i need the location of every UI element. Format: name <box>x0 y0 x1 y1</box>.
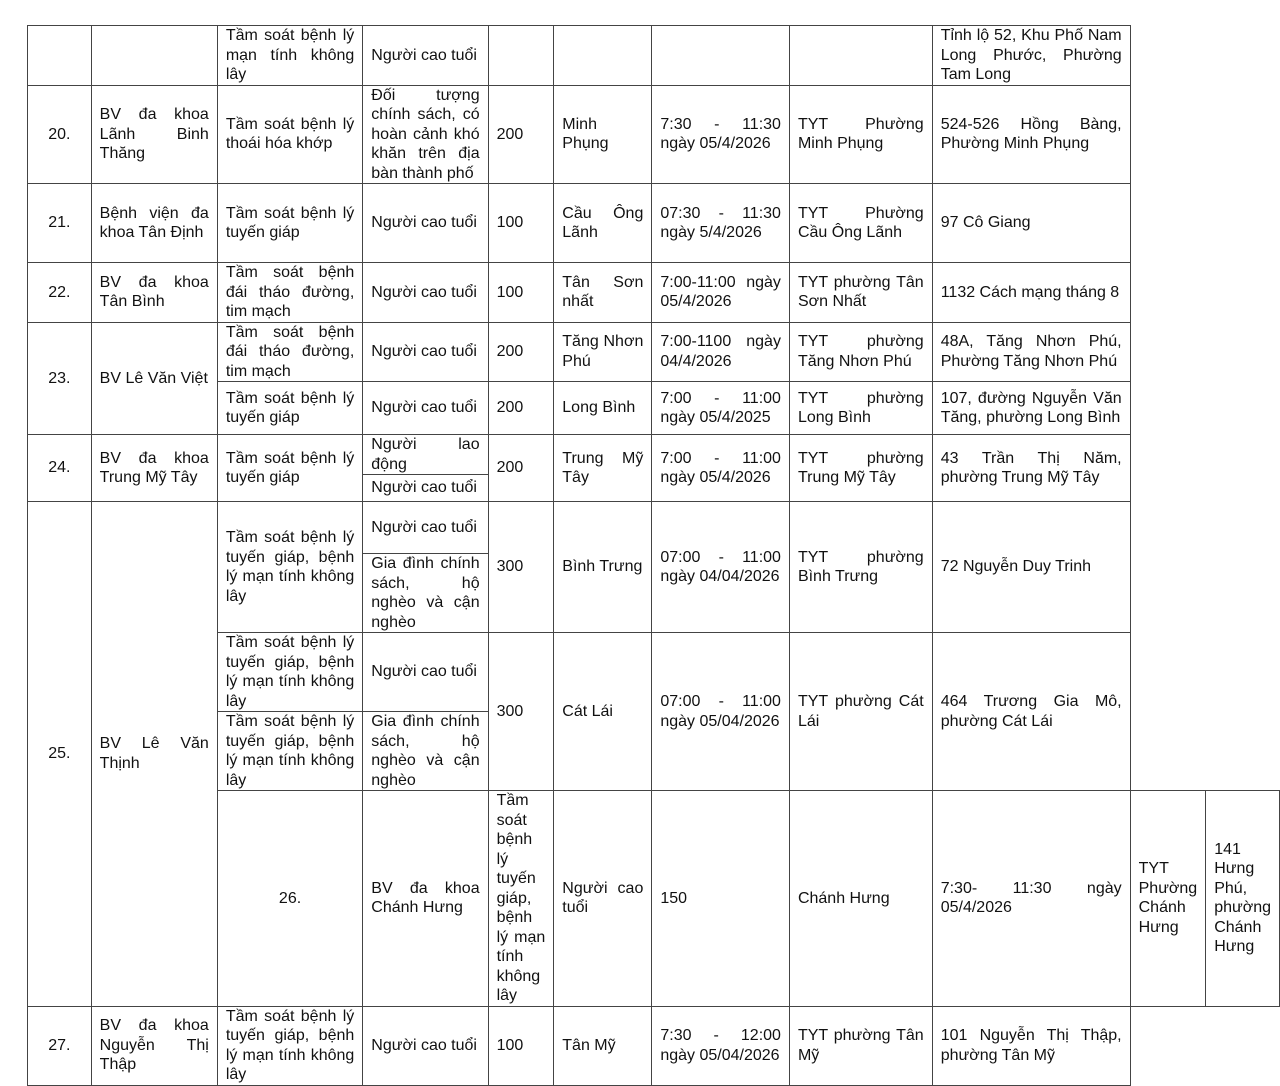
address-cell: 101 Nguyễn Thị Thập, phường Tân Mỹ <box>932 1006 1130 1085</box>
program-cell: Tầm soát bệnh đái tháo đường, tim mạch <box>217 322 362 382</box>
table-row <box>28 184 1280 263</box>
row-number-cell <box>28 26 92 86</box>
target-group-cell: Người cao tuổi <box>363 1006 488 1085</box>
hospital-cell <box>91 26 217 86</box>
location-cell: TYT phường Cát Lái <box>789 633 932 791</box>
time-cell: 7:30- 11:30 ngày 05/4/2026 <box>932 791 1130 1007</box>
hospital-cell: BV Lê Văn Việt <box>91 322 217 435</box>
target-group-cell: Người cao tuổi <box>363 322 488 382</box>
address-cell: 72 Nguyễn Duy Trinh <box>932 502 1130 633</box>
ward-cell: Tân Mỹ <box>554 1006 652 1085</box>
location-cell: TYT phường Long Bình <box>789 382 932 435</box>
time-cell <box>652 26 790 86</box>
address-cell: 1132 Cách mạng tháng 8 <box>932 263 1130 323</box>
ward-cell: Bình Trưng <box>554 502 652 633</box>
row-number-cell: 26. <box>217 791 362 1007</box>
schedule-table <box>27 25 1280 1086</box>
quantity-cell: 300 <box>488 502 554 633</box>
hospital-cell: BV đa khoa Nguyễn Thị Thập <box>91 1006 217 1085</box>
target-group-cell: Đối tượng chính sách, có hoàn cảnh khó khăn trên địa bàn thành phố <box>363 85 488 184</box>
quantity-cell: 100 <box>488 184 554 263</box>
hospital-cell: Bệnh viện đa khoa Tân Định <box>91 184 217 263</box>
target-group-cell: Người cao tuổi <box>363 502 488 554</box>
time-cell: 07:00 - 11:00 ngày 04/04/2026 <box>652 502 790 633</box>
table-row <box>28 435 1280 475</box>
address-cell: 464 Trương Gia Mô, phường Cát Lái <box>932 633 1130 791</box>
target-group-cell: Người cao tuổi <box>363 26 488 86</box>
row-number-cell: 20. <box>28 85 92 184</box>
table-row <box>28 502 1280 554</box>
address-cell: 107, đường Nguyễn Văn Tăng, phường Long Bình <box>932 382 1130 435</box>
row-number-cell: 21. <box>28 184 92 263</box>
table-row <box>28 1006 1280 1085</box>
address-cell: 43 Trần Thị Năm, phường Trung Mỹ Tây <box>932 435 1130 502</box>
quantity-cell: 300 <box>488 633 554 791</box>
location-cell: TYT phường Bình Trưng <box>789 502 932 633</box>
target-group-cell: Người cao tuổi <box>363 263 488 323</box>
ward-cell: Tân Sơn nhất <box>554 263 652 323</box>
target-group-cell: Người lao động <box>363 435 488 475</box>
ward-cell: Cát Lái <box>554 633 652 791</box>
time-cell: 07:00 - 11:00 ngày 05/04/2026 <box>652 633 790 791</box>
quantity-cell: 200 <box>488 322 554 382</box>
address-cell: 524-526 Hồng Bàng, Phường Minh Phụng <box>932 85 1130 184</box>
quantity-cell: 200 <box>488 382 554 435</box>
ward-cell <box>554 26 652 86</box>
table-row <box>28 85 1280 184</box>
ward-cell: Cầu Ông Lãnh <box>554 184 652 263</box>
address-cell: Tỉnh lộ 52, Khu Phố Nam Long Phước, Phường Tam Long <box>932 26 1130 86</box>
target-group-cell: Gia đình chính sách, hộ nghèo và cận nghèo <box>363 712 488 791</box>
hospital-cell: BV đa khoa Lãnh Binh Thăng <box>91 85 217 184</box>
time-cell: 7:30 - 12:00 ngày 05/04/2026 <box>652 1006 790 1085</box>
ward-cell: Long Bình <box>554 382 652 435</box>
location-cell: TYT Phường Minh Phụng <box>789 85 932 184</box>
row-number-cell: 27. <box>28 1006 92 1085</box>
quantity-cell: 150 <box>652 791 790 1007</box>
row-number-cell: 24. <box>28 435 92 502</box>
time-cell: 7:00-1100 ngày 04/4/2026 <box>652 322 790 382</box>
target-group-cell: Người cao tuổi <box>554 791 652 1007</box>
row-number-cell: 23. <box>28 322 92 435</box>
location-cell <box>789 26 932 86</box>
row-number-cell: 25. <box>28 502 92 1007</box>
target-group-cell: Người cao tuổi <box>363 382 488 435</box>
target-group-cell: Người cao tuổi <box>363 184 488 263</box>
hospital-cell: BV đa khoa Chánh Hưng <box>363 791 488 1007</box>
quantity-cell: 200 <box>488 435 554 502</box>
program-cell: Tầm soát bệnh lý tuyến giáp, bệnh lý mạn tính không lây <box>217 712 362 791</box>
location-cell: TYT phường Tân Mỹ <box>789 1006 932 1085</box>
location-cell: TYT Phường Cầu Ông Lãnh <box>789 184 932 263</box>
program-cell: Tầm soát bệnh lý thoái hóa khớp <box>217 85 362 184</box>
time-cell: 7:00 - 11:00 ngày 05/4/2025 <box>652 382 790 435</box>
hospital-cell: BV đa khoa Trung Mỹ Tây <box>91 435 217 502</box>
program-cell: Tầm soát bệnh đái tháo đường, tim mạch <box>217 263 362 323</box>
quantity-cell <box>488 26 554 86</box>
ward-cell: Chánh Hưng <box>789 791 932 1007</box>
table-row <box>28 263 1280 323</box>
table-row <box>28 322 1280 382</box>
location-cell: TYT phường Trung Mỹ Tây <box>789 435 932 502</box>
program-cell: Tầm soát bệnh lý tuyến giáp <box>217 382 362 435</box>
table-row <box>28 26 1280 86</box>
program-cell: Tầm soát bệnh lý mạn tính không lây <box>217 26 362 86</box>
program-cell: Tầm soát bệnh lý tuyến giáp, bệnh lý mạn tính không lây <box>217 1006 362 1085</box>
target-group-cell: Người cao tuổi <box>363 633 488 712</box>
location-cell: TYT phường Tăng Nhơn Phú <box>789 322 932 382</box>
address-cell: 141 Hưng Phú, phường Chánh Hưng <box>1206 791 1280 1007</box>
location-cell: TYT phường Tân Sơn Nhất <box>789 263 932 323</box>
address-cell: 48A, Tăng Nhơn Phú, Phường Tăng Nhơn Phú <box>932 322 1130 382</box>
program-cell: Tầm soát bệnh lý tuyến giáp, bệnh lý mạn tính không lây <box>217 633 362 712</box>
program-cell: Tầm soát bệnh lý tuyến giáp, bệnh lý mạn tính không lây <box>217 502 362 633</box>
program-cell: Tầm soát bệnh lý tuyến giáp, bệnh lý mạn tính không lây <box>488 791 554 1007</box>
ward-cell: Trung Mỹ Tây <box>554 435 652 502</box>
quantity-cell: 100 <box>488 1006 554 1085</box>
location-cell: TYT Phường Chánh Hưng <box>1130 791 1206 1007</box>
time-cell: 7:30 - 11:30 ngày 05/4/2026 <box>652 85 790 184</box>
time-cell: 7:00-11:00 ngày 05/4/2026 <box>652 263 790 323</box>
time-cell: 7:00 - 11:00 ngày 05/4/2026 <box>652 435 790 502</box>
target-group-cell: Gia đình chính sách, hộ nghèo và cận nghèo <box>363 554 488 633</box>
hospital-cell: BV Lê Văn Thịnh <box>91 502 217 1007</box>
program-cell: Tầm soát bệnh lý tuyến giáp <box>217 184 362 263</box>
ward-cell: Minh Phụng <box>554 85 652 184</box>
address-cell: 97 Cô Giang <box>932 184 1130 263</box>
hospital-cell: BV đa khoa Tân Bình <box>91 263 217 323</box>
time-cell: 07:30 - 11:30 ngày 5/4/2026 <box>652 184 790 263</box>
quantity-cell: 100 <box>488 263 554 323</box>
target-group-cell: Người cao tuổi <box>363 475 488 502</box>
ward-cell: Tăng Nhơn Phú <box>554 322 652 382</box>
program-cell: Tầm soát bệnh lý tuyến giáp <box>217 435 362 502</box>
row-number-cell: 22. <box>28 263 92 323</box>
quantity-cell: 200 <box>488 85 554 184</box>
